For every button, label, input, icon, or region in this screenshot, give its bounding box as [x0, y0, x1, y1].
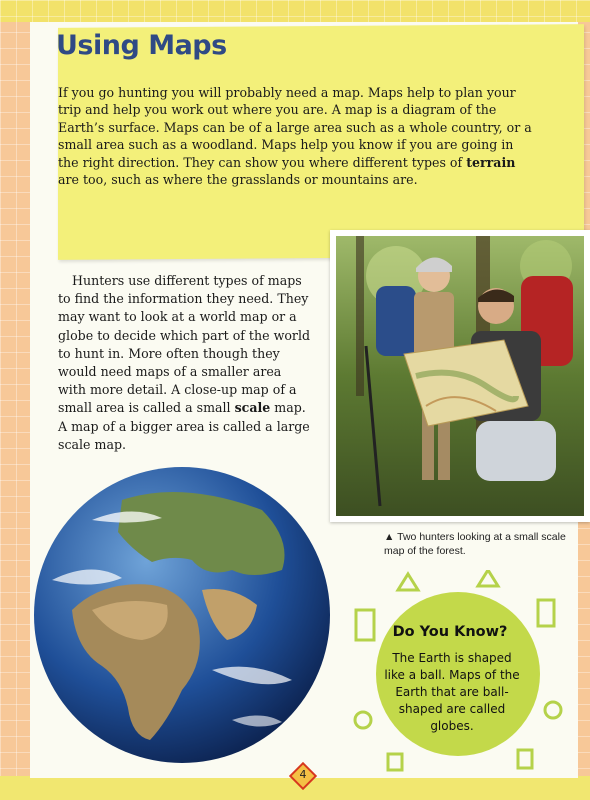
photo-caption: [384, 530, 574, 558]
body-text-1: Hunters use different types of maps to find the information they need. They may want to look at a world map or a globe to decide which part of the world to hunt in. More often though they would need maps of a smaller area with more detail. A close-up map of a small area is called a small: [58, 273, 311, 416]
page-number: 4: [299, 768, 307, 781]
page-number-badge: [289, 762, 317, 790]
did-you-know-text: The Earth is shaped like a ball. Maps of the Earth that are ball-shaped are called globes.: [384, 651, 520, 733]
intro-paragraph: [58, 84, 538, 188]
top-strip: [0, 0, 590, 22]
body-paragraph: [58, 272, 313, 454]
intro-text-1: If you go hunting you will probably need a map. Maps help to plan your trip and help you work out where you are. A map is a diagram of the Earth’s surface. Maps can be of a large area such as a whole country, or a small area such as a woodland. Maps help you know if you are going in the right direction. They can show you where different types of: [58, 85, 532, 170]
page-title: Using Maps: [56, 30, 227, 61]
intro-text-2: are too, such as where the grasslands or mountains are.: [58, 172, 418, 188]
intro-bold-term: terrain: [466, 154, 516, 170]
photo-caption-text: Two hunters looking at a small scale map of the forest.: [384, 531, 566, 557]
hunters-photo: [330, 230, 590, 522]
earth-globe-image: [32, 460, 332, 770]
hunters-photo-image: [336, 236, 584, 516]
caption-triangle-icon: ▲: [384, 531, 395, 543]
body-bold-term: scale: [234, 400, 271, 416]
did-you-know-title: Do You Know?: [392, 624, 508, 640]
body-text-2: map. A map of a bigger area is called a large scale map.: [58, 400, 310, 452]
